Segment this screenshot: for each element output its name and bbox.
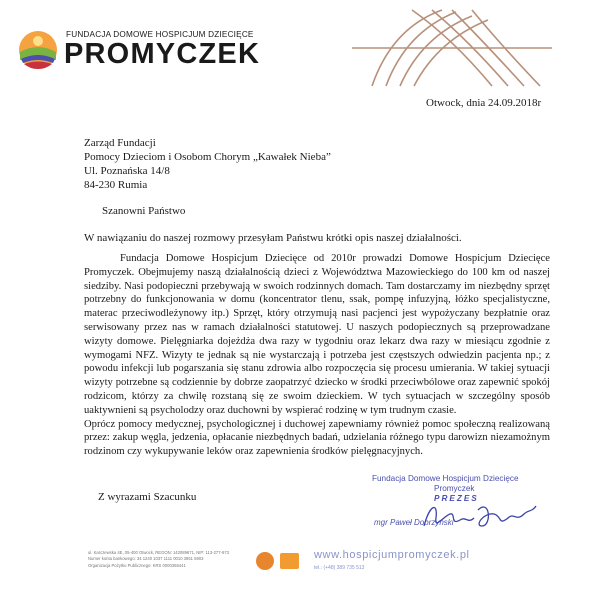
partner-logo-icon [280,553,299,569]
closing-phrase: Z wyrazami Szacunku [98,491,197,503]
salutation: Szanowni Państwo [102,205,186,217]
footer-account: Numer konta bankowego: 34 1240 1037 1111 0010 3851 5903 [88,556,204,562]
opp-logo-icon [256,552,274,570]
stamp-line: Promyczek [434,484,475,493]
intro-sentence: W nawiązaniu do naszej rozmowy przesyłam Państwu krótki opis naszej działalności. [84,232,462,244]
letterhead-org-small: FUNDACJA DOMOWE HOSPICJUM DZIECIĘCE [66,30,254,39]
footer-phone: tel.: (+48) 389 735 513 [314,565,365,571]
recipient-address [84,136,331,192]
recipient-line: Ul. Poznańska 14/8 [84,165,170,177]
body-paragraph: Fundacja Domowe Hospicjum Dziecięce od 2010r prowadzi Domowe Hospicjum Dziecięce Promyczek. Obejmujemy naszą działalnością dzieci z Województwa Mazowieckiego do 100 km od naszej siedziby. Nasi podopieczni przebywają w swoich rodzinnych domach. Tam dostarczamy im niezbędny sprzęt potrzebny do funkcjonowania w domu (koncentrator tlenu, ssak, pompę infuzyjną, łóżko specjalistyczne, materac przeciwodleżynowy itp.) Sprzęt, który otrzymują nasi pacjenci jest wypożyczany bezpłatnie oraz serwisowany przez nas w ramach działalności statutowej. U naszych podopiecznych są przeprowadzane wizyty domowe. Pielęgniarka dojeżdża dwa razy w tygodniu oraz lekarz dwa razy w miesiącu zgodnie z wymogami NFZ. Wizyty te jednak są nie wystarczają i potrzeba jest częstszych odwiedzin pacjenta np.; z powodu infekcji lub pogarszania się stanu zdrowia albo rozpoczęcia się procesu umierania. W takiej sytuacji wizyty potrzebne są codziennie by dobrze zaopatrzyć dziecko w środki przeciwbólowe oraz zapewnić spokój rodzicom, którzy za chwilę rozstaną się ze swoim dzieckiem. W tych sytuacjach w szczególny sposób uaktywnieni są psycholodzy oraz duchowni by wspierać rodzinę w tym trudnym czasie. [84,253,550,416]
letterhead-org-name: PROMYCZEK [64,38,261,70]
stamp-line: Fundacja Domowe Hospicjum Dziecięce [372,474,519,483]
letter-body [84,252,550,459]
body-paragraph: Oprócz pomocy medycznej, psychologicznej i duchowej zapewniamy również pomoc społeczną realizowaną przez: zakup węgla, jedzenia, opłacanie niezbędnych badań, udzielania różnego typu darowizn niezamożnym rodzinom czy wykupywanie leków oraz zapewnienia środków pielęgnacyjnych. [84,418,550,458]
footer-opp: Organizacja Pożytku Publicznego: KRS 0000356441 [88,562,186,568]
recipient-line: Pomocy Dzieciom i Osobom Chorym „Kawałek Nieba” [84,151,331,163]
letterhead-decoration [352,8,552,88]
foundation-logo-icon [18,30,58,70]
stamp-line: PREZES [434,494,479,503]
footer-address: ul. Karczewska 4E, 05-400 Otwock, REGON: 142089671, NIP: 113-277-973 [88,550,229,555]
stamp-line: mgr Paweł Dobrzyński [374,518,454,527]
handwritten-signature [420,496,540,536]
letter-date: Otwock, dnia 24.09.2018r [426,97,542,109]
footer-contact-details [88,550,248,569]
footer-website-link[interactable]: www.hospicjumpromyczek.pl [314,549,470,561]
recipient-line: 84-230 Rumia [84,179,148,191]
recipient-line: Zarząd Fundacji [84,137,156,149]
